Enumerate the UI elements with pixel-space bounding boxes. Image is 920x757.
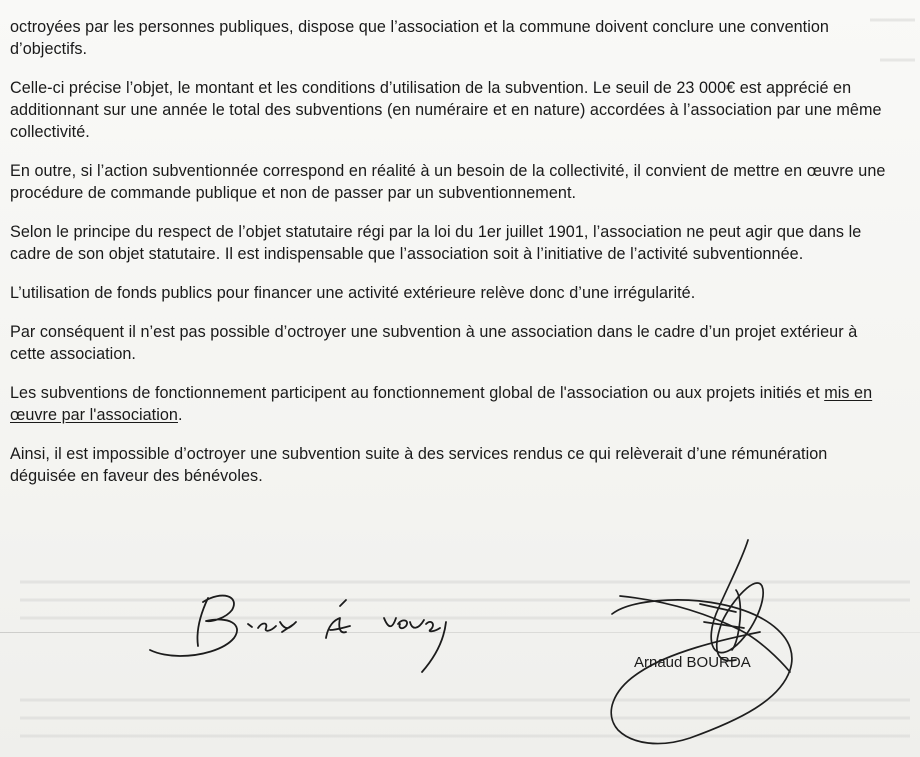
paragraph-5: L’utilisation de fonds publics pour financer une activité extérieure relève donc d’une irrégularité.	[10, 284, 696, 302]
paragraph-1: octroyées par les personnes publiques, dispose que l’association et la commune doivent conclure une convention d’objectifs.	[10, 18, 829, 58]
paragraph-7-text: Les subventions de fonctionnement participent au fonctionnement global de l'association ou aux projets initiés et	[10, 384, 825, 402]
paragraph-3: En outre, si l’action subventionnée correspond en réalité à un besoin de la collectivité, il convient de mettre en œuvre une procédure de commande publique et non de passer par un subventionnement.	[10, 162, 886, 202]
paragraph-6: Par conséquent il n’est pas possible d’octroyer une subvention à une association dans le cadre d’un projet extérieur à cette association.	[10, 323, 858, 363]
signatory-name: Arnaud BOURDA	[634, 654, 751, 671]
paragraph-8: Ainsi, il est impossible d’octroyer une subvention suite à des services rendus ce qui relèverait d’une rémunération déguisée en faveur des bénévoles.	[10, 445, 828, 485]
paragraph-7-underlined: mis en œuvre par l'association	[10, 384, 873, 424]
paragraph-4: Selon le principe du respect de l’objet statutaire régi par la loi du 1er juillet 1901, l’association ne peut agir que dans le cadre de son objet statutaire. Il est indispensable que l’association soit à l’initiative de l’activité subventionnée.	[10, 223, 862, 263]
paragraph-7-end: .	[177, 406, 183, 424]
paragraph-2: Celle-ci précise l’objet, le montant et les conditions d’utilisation de la subvention. Le seuil de 23 000€ est apprécié en additionnant sur une année le total des subventions (en numéraire et en nature) accordées à l’association par une même collectivité.	[10, 79, 882, 141]
